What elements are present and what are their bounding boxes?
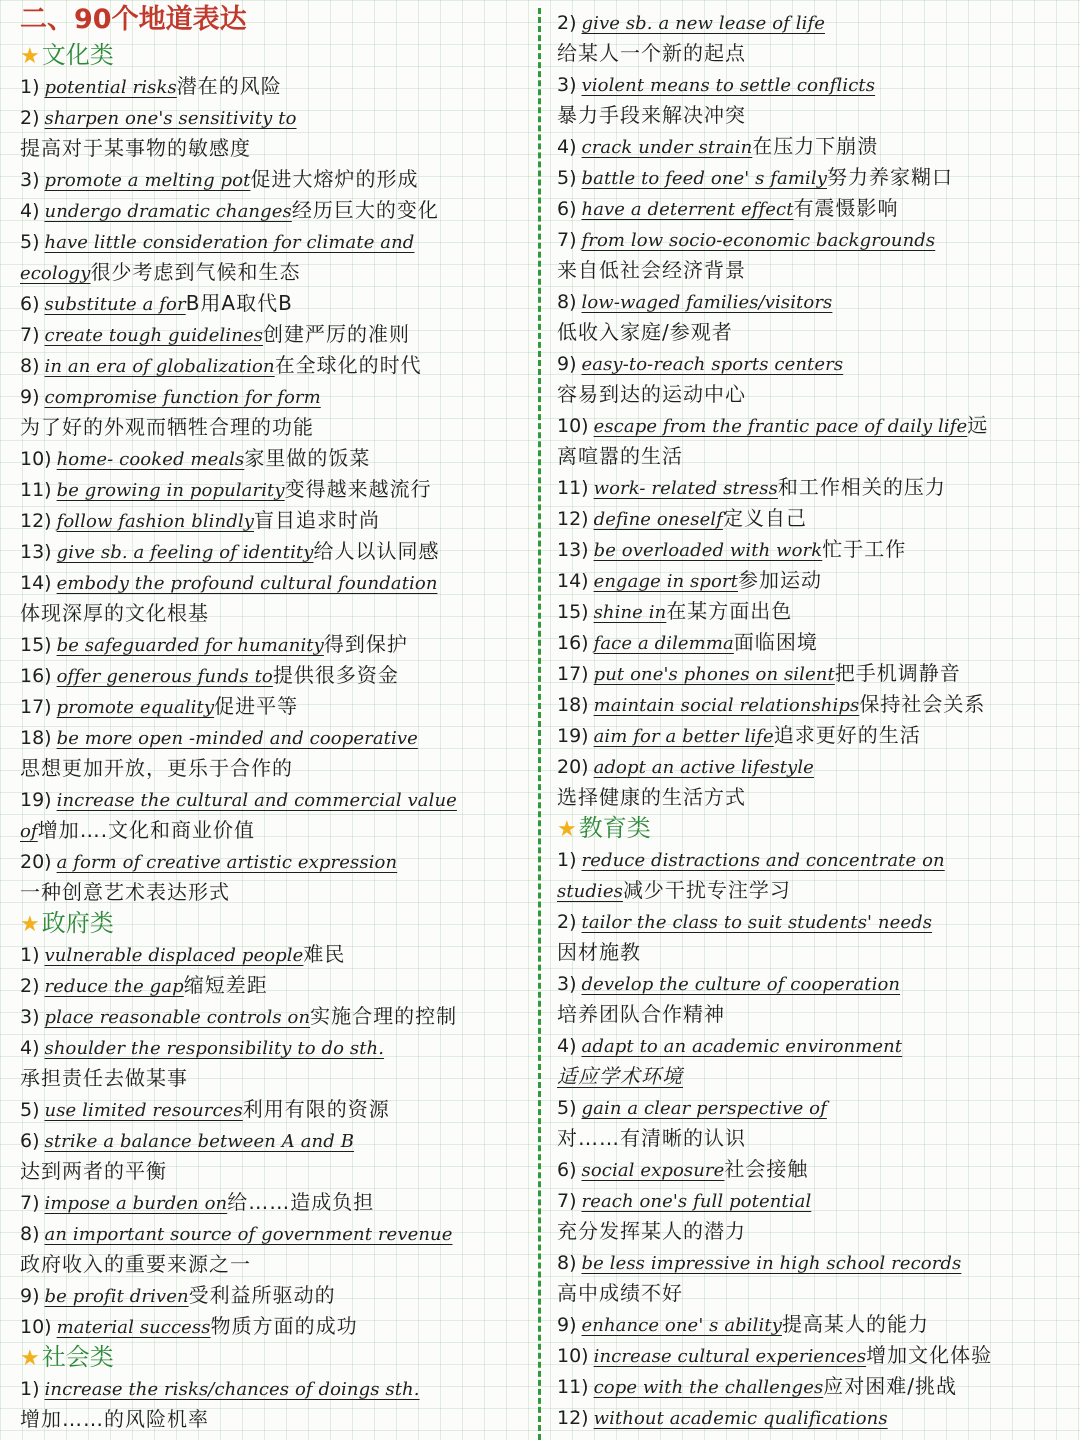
english-phrase: low-waged families/visitors (581, 292, 833, 313)
english-phrase: studies (557, 881, 623, 902)
phrase-entry (20, 164, 535, 195)
english-phrase: impose a burden on (44, 1193, 228, 1214)
section-title: 教育类 (578, 814, 651, 842)
phrase-entry (20, 567, 535, 598)
chinese-meaning: 盲目追求时尚 (253, 508, 380, 532)
star-icon: ★ (20, 44, 40, 69)
phrase-entry (20, 1032, 535, 1063)
phrase-entry (557, 348, 1072, 379)
section-header (557, 813, 1072, 844)
phrase-entry (20, 443, 535, 474)
entry-number: 9) (20, 1285, 40, 1307)
english-phrase: give sb. a feeling of identity (56, 542, 314, 563)
english-phrase: battle to feed one' s family (581, 168, 828, 189)
english-phrase: enhance one' s ability (581, 1315, 782, 1336)
translation-line: 增加……的风险机率 (20, 1407, 209, 1431)
phrase-entry (557, 1309, 1072, 1340)
phrase-entry (557, 503, 1072, 534)
section-header (20, 1342, 535, 1373)
entry-number: 13) (20, 541, 52, 563)
entry-number: 9) (557, 353, 577, 375)
star-icon: ★ (20, 912, 40, 937)
chinese-meaning: 难民 (303, 942, 346, 966)
phrase-entry (20, 1218, 535, 1249)
entry-number: 9) (557, 1314, 577, 1336)
entry-number: 3) (557, 973, 577, 995)
entry-number: 3) (557, 74, 577, 96)
entry-number: 8) (20, 355, 40, 377)
english-phrase: work- related stress (593, 478, 778, 499)
english-phrase: offer generous funds to (56, 666, 273, 687)
english-phrase: social exposure (581, 1160, 725, 1181)
entry-number: 11) (557, 1376, 589, 1398)
entry-number: 14) (557, 570, 589, 592)
chinese-meaning: 利用有限的资源 (242, 1097, 390, 1121)
chinese-meaning: 促进平等 (214, 694, 299, 718)
english-phrase: promote equality (56, 697, 215, 718)
phrase-entry (557, 193, 1072, 224)
phrase-entry (557, 1340, 1072, 1371)
chinese-meaning: 变得越来越流行 (284, 477, 432, 501)
phrase-entry (20, 319, 535, 350)
entry-number: 3) (20, 1006, 40, 1028)
entry-number: 12) (20, 510, 52, 532)
entry-number: 1) (20, 76, 40, 98)
entry-number: 10) (557, 1345, 589, 1367)
entry-number: 1) (20, 944, 40, 966)
entry-number: 20) (557, 756, 589, 778)
chinese-meaning: 创建严厉的准则 (263, 322, 411, 346)
english-phrase: shine in (593, 602, 667, 623)
phrase-entry (20, 939, 535, 970)
english-phrase: reduce the gap (44, 976, 184, 997)
english-phrase: escape from the frantic pace of daily life (593, 416, 968, 437)
phrase-entry (557, 286, 1072, 317)
translation-line: 离喧嚣的生活 (557, 444, 683, 468)
entry-number: 1) (557, 849, 577, 871)
phrase-entry (20, 1125, 535, 1156)
entry-number: 5) (557, 1097, 577, 1119)
english-phrase: promote a melting pot (44, 170, 251, 191)
english-phrase: create tough guidelines (44, 325, 264, 346)
entry-number: 7) (20, 324, 40, 346)
star-icon: ★ (557, 817, 577, 842)
chinese-meaning: 追求更好的生活 (773, 723, 921, 747)
entry-number: 4) (557, 136, 577, 158)
entry-number: 9) (20, 386, 40, 408)
phrase-entry (557, 658, 1072, 689)
chinese-meaning: 社会接触 (724, 1157, 809, 1181)
entry-number: 7) (20, 1192, 40, 1214)
entry-number: 20) (20, 851, 52, 873)
entry-number: 2) (557, 911, 577, 933)
translation-line: 对……有清晰的认识 (557, 1126, 746, 1150)
entry-number: 7) (557, 229, 577, 251)
chinese-meaning: 在压力下崩溃 (752, 134, 879, 158)
entry-number: 8) (20, 1223, 40, 1245)
english-phrase: follow fashion blindly (56, 511, 254, 532)
phrase-entry (20, 1311, 535, 1342)
english-phrase: potential risks (44, 77, 177, 98)
translation-line: 培养团队合作精神 (557, 1002, 725, 1026)
entry-number: 3) (20, 169, 40, 191)
phrase-entry (20, 629, 535, 660)
translation-line: 提高对于某事物的敏感度 (20, 136, 251, 160)
chinese-meaning: 和工作相关的压力 (777, 475, 946, 499)
entry-number: 12) (557, 508, 589, 530)
english-phrase: from low socio-economic backgrounds (581, 230, 936, 251)
english-phrase: be overloaded with work (593, 540, 823, 561)
translation-line: 政府收入的重要来源之一 (20, 1252, 251, 1276)
chinese-meaning: 潜在的风险 (176, 74, 282, 98)
english-phrase: cope with the challenges (593, 1377, 824, 1398)
phrase-entry (557, 1154, 1072, 1185)
english-phrase: adopt an active lifestyle (593, 757, 814, 778)
english-phrase: vulnerable displaced people (44, 945, 304, 966)
chinese-meaning: B用A取代B (185, 291, 293, 315)
continuation-line (20, 257, 535, 288)
entry-number: 2) (20, 975, 40, 997)
english-phrase: crack under strain (581, 137, 753, 158)
english-phrase: maintain social relationships (593, 695, 860, 716)
phrase-entry (20, 1187, 535, 1218)
english-phrase: be more open -minded and cooperative (56, 728, 418, 749)
translation-line: 高中成绩不好 (557, 1281, 683, 1305)
section-header (20, 908, 535, 939)
translation-line: 思想更加开放，更乐于合作的 (20, 756, 293, 780)
continuation-line (557, 875, 1072, 906)
english-phrase: aim for a better life (593, 726, 774, 747)
chinese-meaning: 增加文化体验 (866, 1343, 993, 1367)
english-phrase: without academic qualifications (593, 1408, 888, 1429)
phrase-entry (557, 1185, 1072, 1216)
english-phrase: be less impressive in high school records (581, 1253, 962, 1274)
english-phrase: a form of creative artistic expression (56, 852, 398, 873)
english-phrase: be safeguarded for humanity (56, 635, 324, 656)
chinese-meaning: 提供很多资金 (272, 663, 399, 687)
entry-number: 4) (20, 200, 40, 222)
entry-number: 12) (557, 1407, 589, 1429)
chinese-meaning: 把手机调静音 (834, 661, 961, 685)
chinese-meaning: 努力养家糊口 (827, 165, 954, 189)
entry-number: 11) (20, 479, 52, 501)
entry-number: 10) (557, 415, 589, 437)
chinese-meaning: 物质方面的成功 (210, 1314, 358, 1338)
english-phrase: substitute a for (44, 294, 186, 315)
translation-line: 暴力手段来解决冲突 (557, 103, 746, 127)
entry-number: 15) (20, 634, 52, 656)
english-phrase: undergo dramatic changes (44, 201, 292, 222)
english-phrase: easy-to-reach sports centers (581, 354, 844, 375)
english-phrase: engage in sport (593, 571, 738, 592)
english-phrase: violent means to settle conflicts (581, 75, 876, 96)
section-title: 文化类 (41, 41, 114, 69)
entry-number: 18) (557, 694, 589, 716)
continuation-line (557, 1061, 1072, 1092)
english-phrase: ecology (20, 263, 91, 284)
phrase-entry (20, 1373, 535, 1404)
english-phrase: shoulder the responsibility to do sth. (44, 1038, 385, 1059)
phrase-entry (557, 596, 1072, 627)
phrase-entry (557, 1030, 1072, 1061)
chinese-meaning: 缩短差距 (183, 973, 268, 997)
english-phrase: an important source of government revenue (44, 1224, 453, 1245)
continuation-line (20, 815, 535, 846)
chinese-meaning: 远 (967, 413, 989, 437)
english-phrase: be profit driven (44, 1286, 189, 1307)
chinese-meaning: 在全球化的时代 (274, 353, 422, 377)
chinese-meaning: 应对困难/挑战 (823, 1374, 958, 1398)
english-phrase: increase cultural experiences (593, 1346, 867, 1367)
phrase-entry (20, 784, 535, 815)
left-column (20, 0, 535, 1435)
phrase-entry (20, 474, 535, 505)
english-phrase: tailor the class to suit students' needs (581, 912, 933, 933)
phrase-entry (20, 970, 535, 1001)
phrase-entry (557, 906, 1072, 937)
entry-number: 10) (20, 1316, 52, 1338)
phrase-entry (20, 691, 535, 722)
phrase-entry (557, 751, 1072, 782)
english-phrase: increase the risks/chances of doings sth. (44, 1379, 420, 1400)
right-column (557, 0, 1072, 1433)
entry-number: 6) (20, 1130, 40, 1152)
phrase-entry (20, 226, 535, 257)
chinese-meaning: 忙于工作 (822, 537, 907, 561)
section-header (20, 40, 535, 71)
phrase-entry (557, 131, 1072, 162)
entry-number: 17) (557, 663, 589, 685)
chinese-meaning: 定义自己 (722, 506, 807, 530)
entry-number: 15) (557, 601, 589, 623)
chinese-meaning: 家里做的饭菜 (244, 446, 371, 470)
english-phrase: have a deterrent effect (581, 199, 794, 220)
phrase-entry (20, 722, 535, 753)
chinese-meaning: 实施合理的控制 (310, 1004, 458, 1028)
entry-number: 6) (20, 293, 40, 315)
english-phrase: adapt to an academic environment (581, 1036, 903, 1057)
phrase-entry (557, 224, 1072, 255)
phrase-entry (20, 536, 535, 567)
phrase-entry (20, 381, 535, 412)
english-phrase: gain a clear perspective of (581, 1098, 827, 1119)
chinese-meaning: 很少考虑到气候和生态 (90, 260, 301, 284)
english-phrase: use limited resources (44, 1100, 243, 1121)
translation-line: 低收入家庭/参观者 (557, 320, 733, 344)
chinese-meaning: 给……造成负担 (227, 1190, 375, 1214)
chinese-meaning: 给人以认同感 (313, 539, 440, 563)
entry-number: 11) (557, 477, 589, 499)
phrase-entry (557, 1371, 1072, 1402)
section-title: 政府类 (41, 909, 114, 937)
chinese-meaning: 受利益所驱动的 (188, 1283, 336, 1307)
translation-line: 达到两者的平衡 (20, 1159, 167, 1183)
entry-number: 16) (557, 632, 589, 654)
phrase-entry (20, 505, 535, 536)
english-phrase: be growing in popularity (56, 480, 285, 501)
entry-number: 4) (20, 1037, 40, 1059)
translation-line: 因材施教 (557, 940, 641, 964)
english-phrase: put one's phones on silent (593, 664, 835, 685)
phrase-entry (557, 1402, 1072, 1433)
phrase-entry (20, 1001, 535, 1032)
entry-number: 6) (557, 198, 577, 220)
entry-number: 4) (557, 1035, 577, 1057)
phrase-entry (20, 846, 535, 877)
phrase-entry (20, 350, 535, 381)
entry-number: 17) (20, 696, 52, 718)
english-phrase: of (20, 821, 38, 842)
phrase-entry (20, 1094, 535, 1125)
entry-number: 5) (557, 167, 577, 189)
phrase-entry (557, 472, 1072, 503)
section-title: 社会类 (41, 1343, 114, 1371)
english-phrase: sharpen one's sensitivity to (44, 108, 297, 129)
phrase-entry (20, 71, 535, 102)
phrase-entry (557, 1247, 1072, 1278)
english-phrase: increase the cultural and commercial value (56, 790, 457, 811)
entry-number: 5) (20, 231, 40, 253)
column-divider (538, 8, 541, 1440)
translation-line: 给某人一个新的起点 (557, 41, 746, 65)
english-phrase: in an era of globalization (44, 356, 275, 377)
phrase-entry (557, 7, 1072, 38)
phrase-entry (20, 1280, 535, 1311)
chinese-meaning: 在某方面出色 (666, 599, 793, 623)
phrase-entry (557, 410, 1072, 441)
entry-number: 8) (557, 291, 577, 313)
translation-line: 承担责任去做某事 (20, 1066, 188, 1090)
english-phrase: define oneself (593, 509, 723, 530)
english-phrase: compromise function for form (44, 387, 321, 408)
phrase-entry (20, 102, 535, 133)
entry-number: 14) (20, 572, 52, 594)
translation-line: 体现深厚的文化根基 (20, 601, 209, 625)
entry-number: 16) (20, 665, 52, 687)
phrase-entry (557, 968, 1072, 999)
phrase-entry (557, 565, 1072, 596)
translation-line: 来自低社会经济背景 (557, 258, 746, 282)
star-icon: ★ (20, 1346, 40, 1371)
entry-number: 19) (557, 725, 589, 747)
english-phrase: reach one's full potential (581, 1191, 812, 1212)
phrase-entry (20, 660, 535, 691)
english-phrase: place reasonable controls on (44, 1007, 311, 1028)
chinese-meaning: 促进大熔炉的形成 (250, 167, 419, 191)
english-phrase: 适应学术环境 (557, 1064, 683, 1088)
english-phrase: home- cooked meals (56, 449, 245, 470)
chinese-meaning: 参加运动 (738, 568, 822, 592)
phrase-entry (20, 288, 535, 319)
entry-number: 1) (20, 1378, 40, 1400)
english-phrase: give sb. a new lease of life (581, 13, 825, 34)
english-phrase: reduce distractions and concentrate on (581, 850, 945, 871)
english-phrase: strike a balance between A and B (44, 1131, 355, 1152)
english-phrase: develop the culture of cooperation (581, 974, 901, 995)
phrase-entry (557, 720, 1072, 751)
chinese-meaning: 保持社会关系 (859, 692, 986, 716)
translation-line: 为了好的外观而牺牲合理的功能 (20, 415, 314, 439)
entry-number: 10) (20, 448, 52, 470)
entry-number: 18) (20, 727, 52, 749)
chinese-meaning: 提高某人的能力 (781, 1312, 929, 1336)
entry-number: 6) (557, 1159, 577, 1181)
chinese-meaning: 有震慑影响 (793, 196, 899, 220)
phrase-entry (557, 844, 1072, 875)
phrase-entry (557, 69, 1072, 100)
chinese-meaning: 经历巨大的变化 (291, 198, 439, 222)
entry-number: 19) (20, 789, 52, 811)
english-phrase: material success (56, 1317, 211, 1338)
entry-number: 5) (20, 1099, 40, 1121)
entry-number: 13) (557, 539, 589, 561)
chinese-meaning: 得到保护 (323, 632, 408, 656)
translation-line: 选择健康的生活方式 (557, 785, 746, 809)
english-phrase: have little consideration for climate and (44, 232, 415, 253)
chinese-meaning: 减少干扰专注学习 (622, 878, 791, 902)
phrase-entry (557, 627, 1072, 658)
translation-line: 一种创意艺术表达形式 (20, 880, 230, 904)
phrase-entry (557, 534, 1072, 565)
english-phrase: face a dilemma (593, 633, 734, 654)
entry-number: 7) (557, 1190, 577, 1212)
phrase-entry (557, 1092, 1072, 1123)
english-phrase: embody the profound cultural foundation (56, 573, 438, 594)
phrase-entry (557, 689, 1072, 720)
translation-line: 容易到达的运动中心 (557, 382, 746, 406)
entry-number: 2) (20, 107, 40, 129)
phrase-entry (20, 195, 535, 226)
chinese-meaning: 面临困境 (733, 630, 818, 654)
translation-line: 充分发挥某人的潜力 (557, 1219, 746, 1243)
phrase-entry (557, 162, 1072, 193)
entry-number: 2) (557, 12, 577, 34)
page-title: 二、90个地道表达 (20, 4, 247, 35)
chinese-meaning: 增加….文化和商业价值 (37, 818, 256, 842)
entry-number: 8) (557, 1252, 577, 1274)
